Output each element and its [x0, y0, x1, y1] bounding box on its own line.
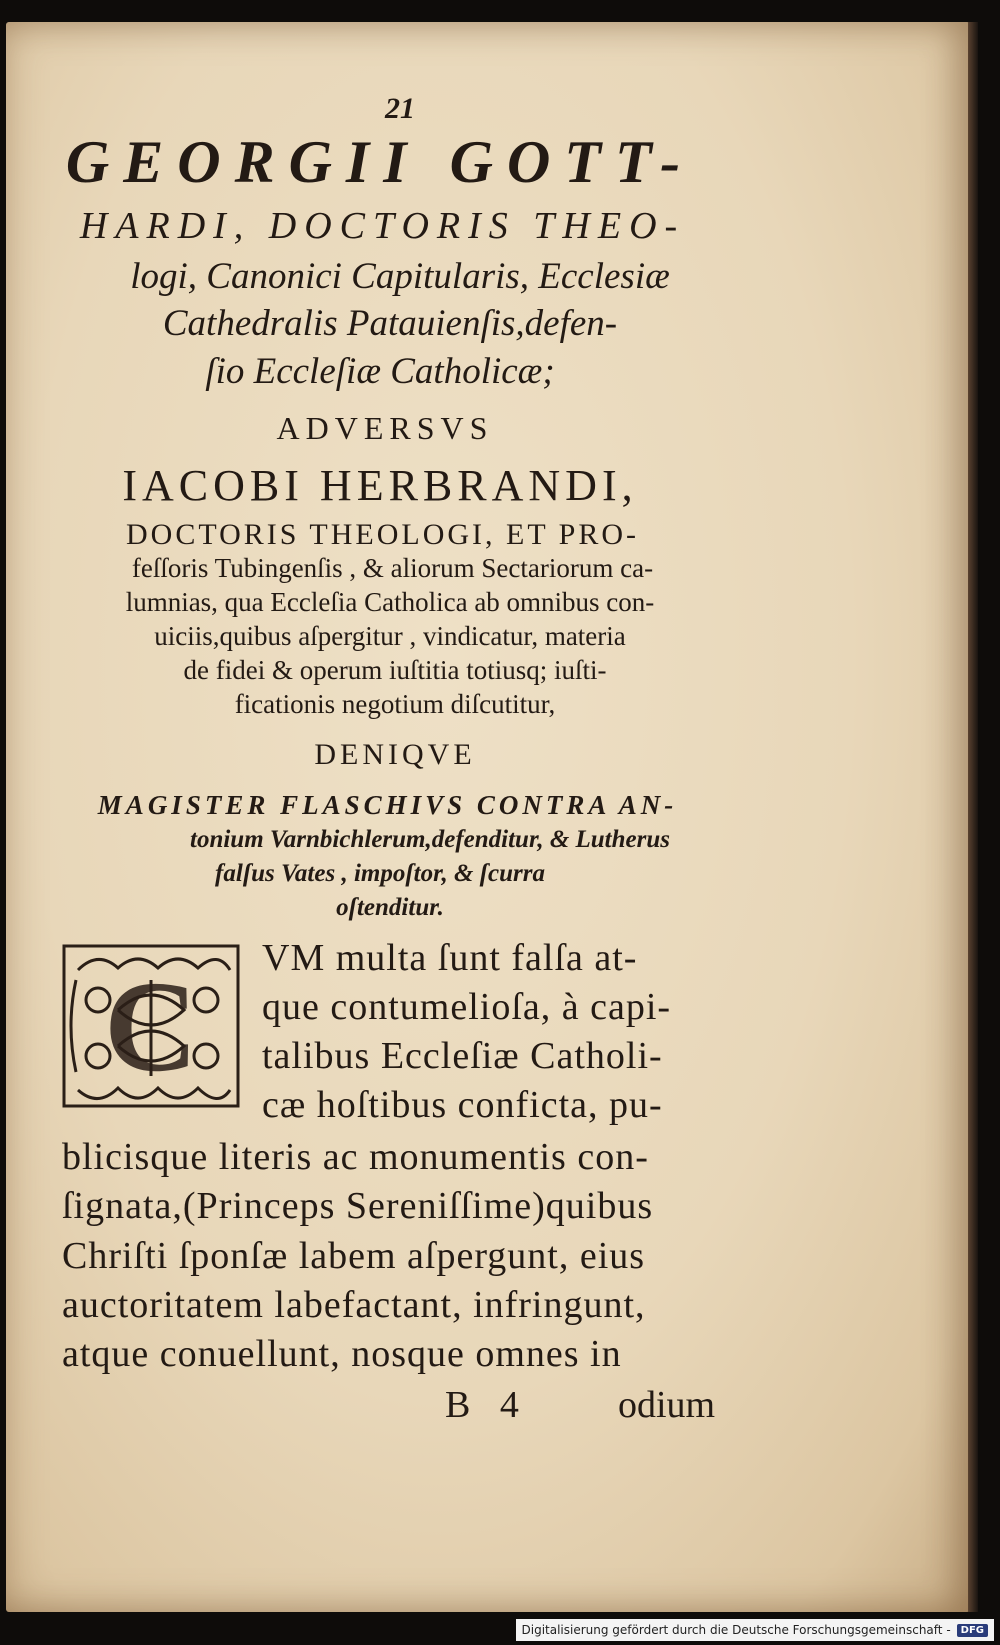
- magister-line-1: MAGISTER FLASCHIVS CONTRA AN-: [97, 790, 678, 820]
- denique-heading: DENIQVE: [314, 738, 476, 771]
- ornamental-initial-c: [58, 940, 244, 1112]
- author-line-3: lumnias, qua Eccleſia Catholica ab omnibus con-: [125, 587, 655, 617]
- body-line-2: que contumelioſa, à capi-: [262, 986, 672, 1028]
- body-line-5: blicisque literis ac monumentis con-: [62, 1136, 649, 1178]
- author-line-2: feſſoris Tubingenſis , & aliorum Sectariorum ca-: [131, 553, 654, 583]
- title-line-4: Cathedralis Patauienſis,defen-: [162, 303, 618, 344]
- author-line-6: ficationis negotium diſcutitur,: [234, 689, 556, 719]
- author-line-1: DOCTORIS THEOLOGI, ET PRO-: [125, 518, 639, 551]
- author-name: IACOBI HERBRANDI,: [122, 461, 638, 510]
- magister-line-3: falſus Vates , impoſtor, & ſcurra: [215, 860, 545, 887]
- footer-text: Digitalisierung gefördert durch die Deutsche Forschungsgemeinschaft -: [521, 1623, 951, 1637]
- title-line-3: logi, Canonici Capitularis, Ecclesiæ: [130, 256, 670, 297]
- author-line-5: de fidei & operum iuſtitia totiusq; iuſti-: [183, 655, 607, 685]
- catchword: odium: [618, 1384, 716, 1426]
- page-number: 21: [385, 92, 415, 125]
- body-line-7: Chriſti ſponſæ labem aſpergunt, eius: [62, 1235, 646, 1277]
- author-line-4: uiciis,quibus aſpergitur , vindicatur, materia: [154, 621, 626, 651]
- adversus-heading: ADVERSVS: [276, 410, 494, 446]
- body-line-8: auctoritatem labefactant, infringunt,: [62, 1284, 646, 1326]
- digitization-footer: [516, 1619, 995, 1641]
- magister-line-4: oſtenditur.: [336, 894, 444, 921]
- dfg-logo: DFG: [957, 1624, 988, 1637]
- body-line-1: VM multa ſunt falſa at-: [262, 937, 638, 979]
- body-line-3: talibus Eccleſiæ Catholi-: [262, 1035, 663, 1077]
- title-line-1: GEORGII GOTT-: [65, 129, 695, 195]
- body-line-9: atque conuellunt, nosque omnes in: [62, 1333, 622, 1375]
- body-line-6: ſignata,(Princeps Sereniſſime)quibus: [62, 1185, 654, 1227]
- signature-mark: B 4: [445, 1384, 529, 1426]
- title-line-2: HARDI, DOCTORIS THEO-: [79, 205, 686, 247]
- title-line-5: ſio Eccleſiæ Catholicæ;: [205, 351, 555, 392]
- drop-cap-letter: C: [104, 955, 198, 1099]
- body-line-4: cæ hoſtibus conficta, pu-: [262, 1084, 663, 1126]
- magister-line-2: tonium Varnbichlerum,defenditur, & Lutherus: [190, 826, 670, 853]
